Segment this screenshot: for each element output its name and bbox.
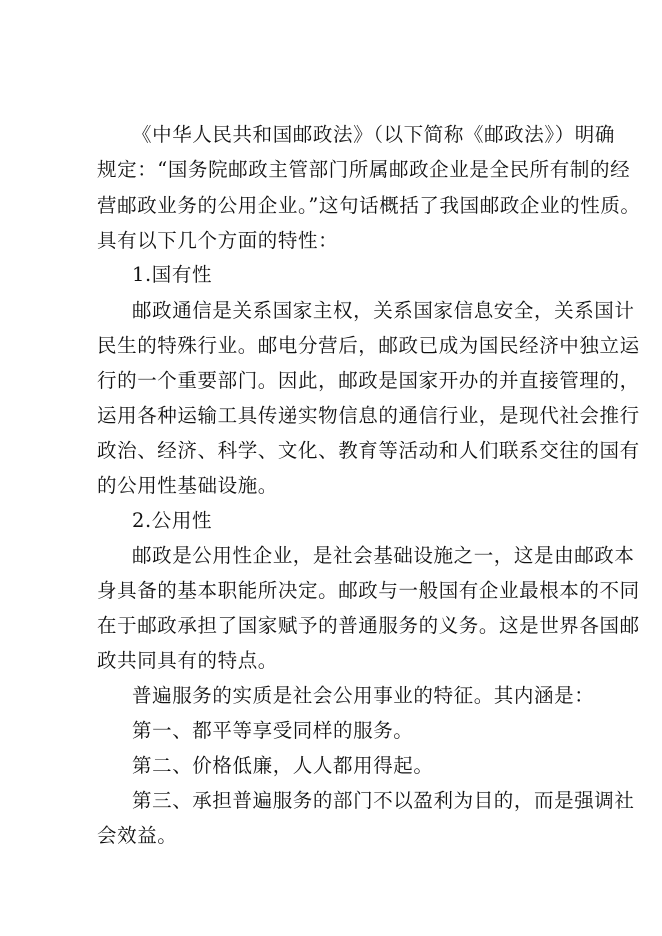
public-utility-paragraph-line-3: 在于邮政承担了国家赋予的普通服务的义务。这是世界各国邮: [97, 614, 640, 637]
intro-paragraph-line-1: 《中华人民共和国邮政法》（以下简称《邮政法》）明确: [132, 123, 616, 146]
public-utility-paragraph-line-2: 身具备的基本职能所决定。邮政与一般国有企业最根本的不同: [97, 579, 640, 602]
universal-service-paragraph: 普遍服务的实质是社会公用事业的特征。其内涵是：: [132, 684, 595, 707]
intro-paragraph-line-4: 具有以下几个方面的特性：: [97, 229, 339, 252]
state-owned-paragraph-line-6: 的公用性基础设施。: [97, 474, 278, 497]
list-item-third-line-2: 会效益。: [97, 824, 178, 847]
public-utility-paragraph-line-1: 邮政是公用性企业，是社会基础设施之一，这是由邮政本: [132, 544, 635, 567]
public-utility-paragraph-line-4: 政共同具有的特点。: [97, 649, 278, 672]
state-owned-paragraph-line-3: 行的一个重要部门。因此，邮政是国家开办的并直接管理的，: [97, 369, 640, 392]
section-heading-public-utility: 2.公用性: [132, 509, 213, 532]
list-item-first: 第一、都平等享受同样的服务。: [132, 719, 414, 742]
intro-paragraph-line-2: 规定：“国务院邮政主管部门所属邮政企业是全民所有制的经: [97, 158, 631, 181]
list-item-third-line-1: 第三、承担普遍服务的部门不以盈利为目的，而是强调社: [132, 789, 635, 812]
section-heading-state-owned: 1.国有性: [132, 263, 213, 286]
list-item-second: 第二、价格低廉，人人都用得起。: [132, 754, 434, 777]
state-owned-paragraph-line-2: 民生的特殊行业。邮电分营后，邮政已成为国民经济中独立运: [97, 334, 640, 357]
state-owned-paragraph-line-5: 政治、经济、科学、文化、教育等活动和人们联系交往的国有: [97, 439, 640, 462]
intro-paragraph-line-3: 营邮政业务的公用企业。”这句话概括了我国邮政企业的性质。: [97, 194, 641, 217]
state-owned-paragraph-line-1: 邮政通信是关系国家主权，关系国家信息安全，关系国计: [132, 299, 635, 322]
state-owned-paragraph-line-4: 运用各种运输工具传递实物信息的通信行业，是现代社会推行: [97, 404, 640, 427]
